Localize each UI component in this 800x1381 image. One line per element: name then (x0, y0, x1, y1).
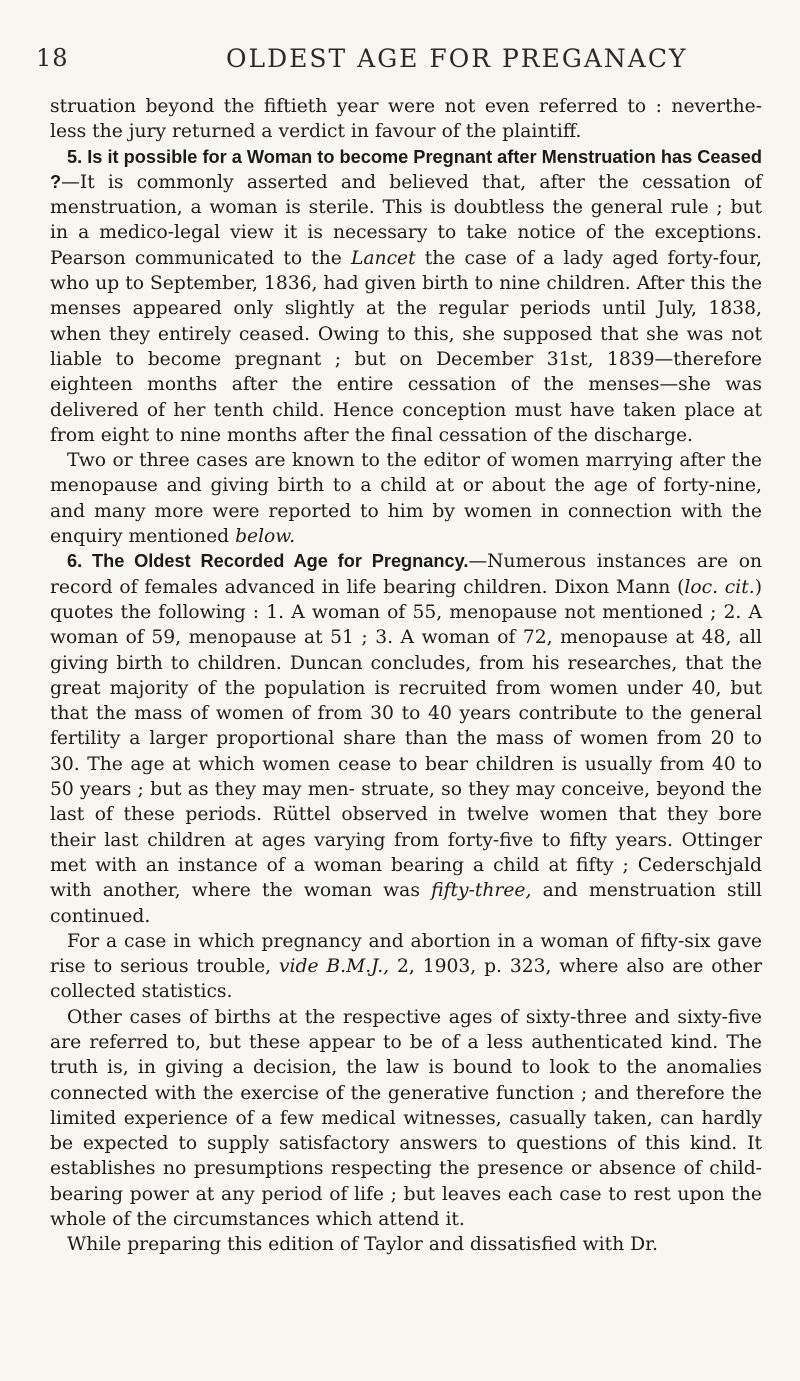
paragraph-section-5: 5. Is it possible for a Woman to become Pregnant after Menstruation has Ceased ?—It is commonly asserted and believed that, after the cessation of menstruation, a woman is sterile. This is doubtless the general rule ; but in a medico-legal view it is necessary to take notice of the exceptions. Pearson communicated to the Lancet the case of a lady aged forty-four, who up to September, 1836, had given birth to nine children. After this the menses appeared only slightly at the regular periods until July, 1838, when they entirely ceased. Owing to this, she supposed that she was not liable to become pregnant ; but on December 31st, 1839—therefore eighteen months after the entire cessation of the menses—she was delivered of her tenth child. Hence conception must have taken place at from eight to nine months after the final cessation of the discharge. (50, 146, 762, 446)
section-6-heading: 6. The Oldest Recorded Age for Pregnancy. (67, 551, 469, 572)
journal-title: Lancet (351, 247, 416, 269)
body-text (50, 94, 762, 1258)
paragraph-bmj-case: For a case in which pregnancy and abortion in a woman of fifty-six gave rise to serious trouble, vide B.M.J., 2, 1903, p. 323, where also are other collected statistics. (50, 930, 763, 1003)
paragraph-editor-cases: Two or three cases are known to the editor of women marrying after the menopause and giving birth to a child at or about the age of forty-nine, and many more were reported to him by women in connection with the enquiry mentioned below. (50, 450, 762, 548)
running-title: OLDEST AGE FOR PREGANACY (226, 44, 688, 73)
paragraph-continuation: struation beyond the fiftieth year were not even referred to : neverthe- less the jury returned a verdict in favour of the plaintiff. (50, 96, 762, 143)
paragraph-final: While preparing this edition of Taylor and dissatisfied with Dr. (67, 1234, 658, 1256)
paragraph-section-6: 6. The Oldest Recorded Age for Pregnancy.—Numerous instances are on record of females advanced in life bearing children. Dixon Mann (loc. cit.) quotes the following : 1. A woman of 55, menopause not mentioned ; 2. A woman of 59, menopause at 51 ; 3. A woman of 72, menopause at 48, all giving birth to children. Duncan concludes, from his researches, that the great majority of the population is recruited from women under 40, but that the mass of women of from 30 to 40 years contribute to the general fertility a larger proportional share than the mass of women from 20 to 30. The age at which women cease to bear children is usually from 40 to 50 years ; but as they may men- struate, so they may conceive, beyond the last of these periods. Rüttel observed in twelve women that they bore their last children at ages varying from forty-five to fifty years. Ottinger met with an instance of a woman bearing a child at fifty ; Cederschjald with another, where the woman was fifty-three, and menstruation still continued. (50, 551, 762, 927)
page-number: 18 (36, 44, 69, 72)
page-header (36, 44, 776, 84)
section-5-heading: 5. Is it possible for a Woman to become Pregnant after Menstruation has Ceased ? (50, 146, 762, 192)
paragraph-other-cases: Other cases of births at the respective ages of sixty-three and sixty-five are referred to, but these appear to be of a less authenticated kind. The truth is, in giving a decision, the law is bound to look to the anomalies connected with the exercise of the generative function ; and therefore the limited experience of a few medical witnesses, casually taken, can hardly be expected to supply satisfactory answers to questions of this kind. It establishes no presumptions respecting the presence or absence of child-bearing power at any period of life ; but leaves each case to rest upon the whole of the circumstances which attend it. (50, 1006, 762, 1231)
